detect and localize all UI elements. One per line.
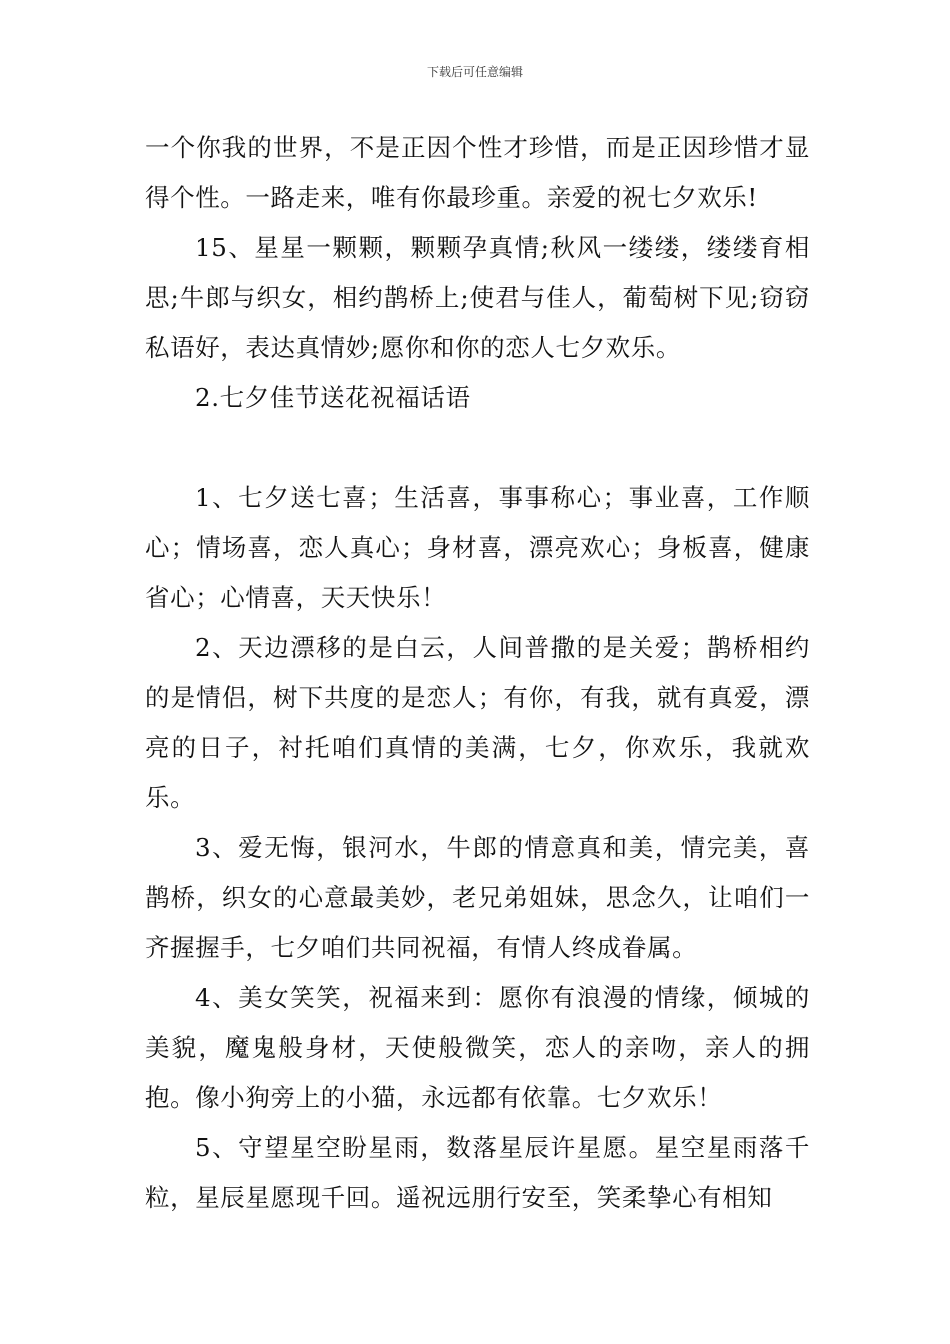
page-header-note: 下载后可任意编辑 [426, 65, 523, 79]
paragraph-continuation: 一个你我的世界，不是正因个性才珍惜，而是正因珍惜才显得个性。一路走来，唯有你最珍重。亲爱的祝七夕欢乐! [145, 133, 810, 212]
section-spacer [145, 423, 810, 473]
paragraph-item-15: 15、星星一颗颗，颗颗孕真情;秋风一缕缕，缕缕育相思;牛郎与织女，相约鹊桥上;使君与佳人，葡萄树下见;窃窃私语好，表达真情妙;愿你和你的恋人七夕欢乐。 [145, 233, 810, 362]
wish-item-2: 2、天边漂移的是白云，人间普撒的是关爱；鹊桥相约的是情侣，树下共度的是恋人；有你，有我，就有真爱，漂亮的日子，衬托咱们真情的美满，七夕，你欢乐，我就欢乐。 [145, 633, 810, 812]
wish-item-4: 4、美女笑笑，祝福来到：愿你有浪漫的情缘，倾城的美貌，魔鬼般身材，天使般微笑，恋人的亲吻，亲人的拥抱。像小狗旁上的小猫，永远都有依靠。七夕欢乐！ [145, 983, 810, 1112]
section-title: 2.七夕佳节送花祝福话语 [195, 383, 471, 412]
wish-item-5: 5、守望星空盼星雨，数落星辰许星愿。星空星雨落千粒，星辰星愿现千回。遥祝远朋行安至，笑柔挚心有相知 [145, 1133, 810, 1212]
wish-item-1: 1、七夕送七喜；生活喜，事事称心；事业喜，工作顺心；情场喜，恋人真心；身材喜，漂亮欢心；身板喜，健康省心；心情喜，天天快乐！ [145, 483, 810, 612]
wish-item-3: 3、爱无悔，银河水，牛郎的情意真和美，情完美，喜鹊桥，织女的心意最美妙，老兄弟姐妹，思念久，让咱们一齐握握手，七夕咱们共同祝福，有情人终成眷属。 [145, 833, 810, 962]
document-body [145, 123, 810, 1223]
